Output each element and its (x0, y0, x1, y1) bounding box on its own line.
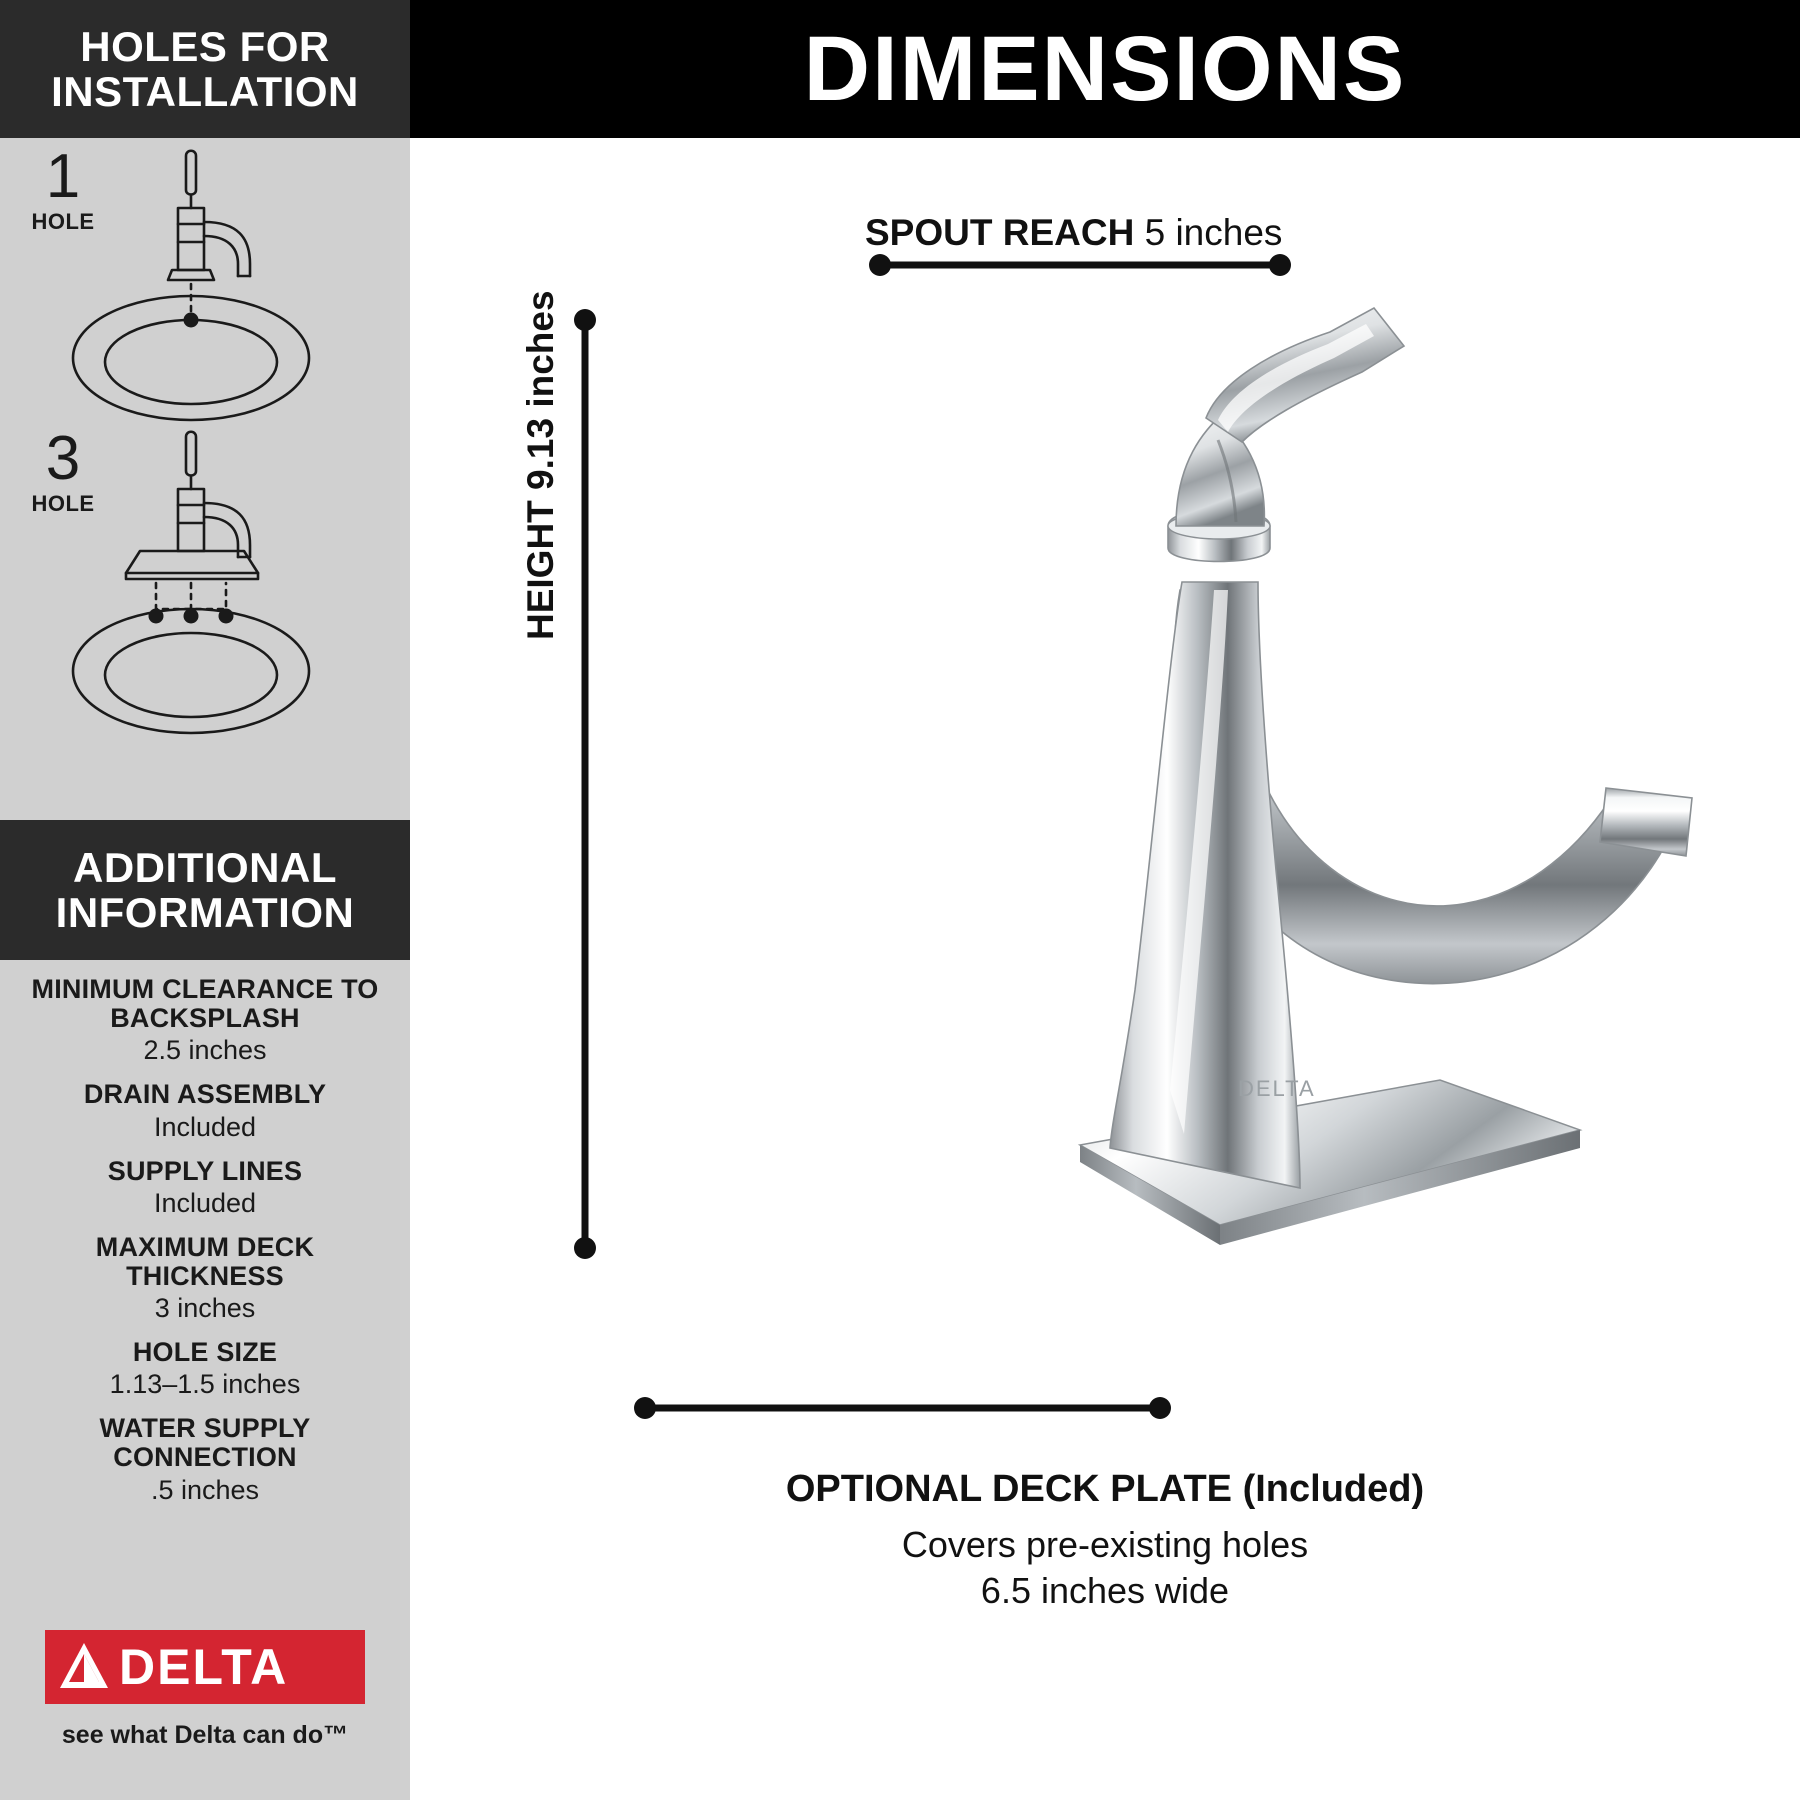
page-title: DIMENSIONS (803, 18, 1407, 120)
handle-lever (1206, 308, 1404, 442)
delta-triangle-icon (57, 1640, 111, 1694)
sidebar (0, 0, 410, 1800)
delta-tagline: see what Delta can do™ (61, 1721, 349, 1749)
height-arrow (574, 309, 596, 1259)
holes-diagrams (0, 138, 410, 820)
deck-plate-arrow (634, 1397, 1171, 1419)
info-label: DRAIN ASSEMBLY (83, 1079, 327, 1110)
holes-header-line2: INSTALLATION (51, 68, 359, 115)
additional-header-line2: INFORMATION (55, 889, 355, 936)
info-value: Included (153, 1111, 257, 1142)
deck-plate-description (410, 1522, 1800, 1614)
holes-section-header (0, 0, 410, 138)
hole-option-3-label: 3 HOLE (31, 424, 95, 516)
holes-header-line1: HOLES FOR (80, 22, 330, 70)
info-item-drain-assembly (18, 1080, 392, 1142)
one-hole-diagram (0, 138, 410, 438)
info-item-minimum-clearance (18, 975, 392, 1066)
main-panel (410, 0, 1800, 1800)
info-value: 2.5 inches (143, 1035, 267, 1066)
delta-logo-block (0, 1630, 410, 1750)
deck-plate-title: OPTIONAL DECK PLATE (Included) (785, 1468, 1425, 1510)
info-item-supply-lines (18, 1157, 392, 1219)
spout-reach-title: SPOUT REACH (865, 212, 1135, 253)
brand-engraving: DELTA (1238, 1076, 1316, 1101)
spout-reach-value: 5 inches (1144, 212, 1283, 253)
faucet-product-image (970, 290, 1750, 1310)
three-hole-diagram (0, 423, 410, 813)
height-label: HEIGHT 9.13 inches (520, 290, 561, 640)
info-label: HOLE SIZE (132, 1337, 278, 1368)
info-value: 3 inches (154, 1293, 256, 1324)
spout-reach-arrow (869, 254, 1291, 276)
faucet-body-group (1080, 308, 1692, 1245)
info-label: SUPPLY LINES (107, 1155, 303, 1186)
additional-info-header (0, 820, 410, 960)
additional-header-line1: ADDITIONAL (73, 843, 337, 891)
info-item-maximum-deck-thickness (18, 1233, 392, 1324)
delta-logo (45, 1630, 365, 1704)
deck-plate-line1: Covers pre-existing holes (901, 1524, 1309, 1565)
deck-plate-line2: 6.5 inches wide (980, 1570, 1230, 1612)
info-label: MAXIMUM DECK THICKNESS (95, 1231, 315, 1291)
spout-reach-label (865, 212, 1282, 254)
delta-wordmark: DELTA (119, 1639, 289, 1695)
info-item-water-supply-connection (18, 1414, 392, 1505)
info-value: Included (153, 1187, 257, 1218)
info-value: 1.13–1.5 inches (109, 1369, 301, 1400)
info-label: WATER SUPPLY CONNECTION (99, 1413, 311, 1473)
info-value: .5 inches (150, 1474, 260, 1505)
info-item-hole-size (18, 1338, 392, 1400)
info-label: MINIMUM CLEARANCE TO BACKSPLASH (31, 974, 379, 1034)
hole-option-1-label: 1 HOLE (31, 142, 95, 234)
additional-info-list (0, 975, 410, 1520)
